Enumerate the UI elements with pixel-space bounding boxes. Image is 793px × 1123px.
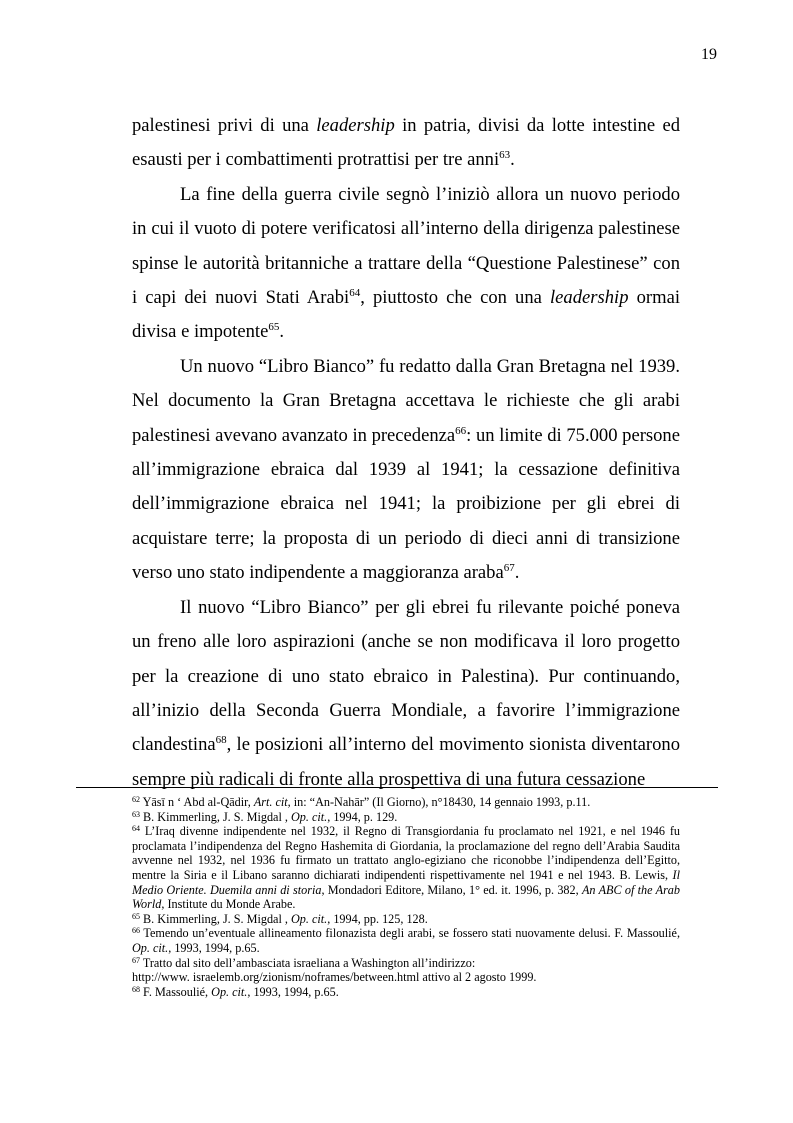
italic-text: leadership: [550, 287, 629, 309]
footnote-67: [132, 956, 680, 985]
footnote-64: [132, 824, 680, 912]
footnote-ref-68[interactable]: 68: [215, 734, 227, 747]
footnote-ref-63[interactable]: 63: [499, 149, 511, 162]
italic-text: Op. cit.: [291, 911, 328, 926]
footnote-ref-65[interactable]: 65: [268, 321, 280, 334]
text: Un nuovo “Libro Bianco” fu redatto dalla Gran Bretagna nel 1939. Nel documento la Gran Bretagna accettava le richieste che gli arabi palestinesi avevano avanzato in precedenza: [132, 355, 680, 446]
footnote-number: 62: [132, 795, 140, 804]
italic-text: Op. cit.: [132, 940, 169, 955]
text: , le posizioni all’interno del movimento sionista diventarono sempre più radicali di fronte alla prospettiva di una futura cessazione: [132, 734, 680, 790]
text: Tratto dal sito dell’ambasciata israeliana a Washington all’indirizzo:: [140, 955, 476, 970]
text: , 1993, 1994, p.65.: [247, 984, 339, 999]
page-number: 19: [701, 46, 717, 63]
text: .: [279, 321, 284, 343]
paragraph-4: [132, 591, 680, 797]
text: Temendo un’eventuale allineamento filonazista degli arabi, se fossero stati nuovamente delusi. F. Massoulié,: [140, 926, 680, 941]
footnote-number: 68: [132, 984, 140, 994]
body-text: [132, 109, 680, 797]
footnote-66: [132, 926, 680, 955]
text: , 1994, p. 129.: [327, 809, 398, 824]
text: palestinesi privi di una: [132, 115, 317, 136]
footnote-65: [132, 912, 680, 927]
paragraph-1: [132, 109, 680, 178]
text: in: “An-Nahār” (Il Giorno), n°18430, 14 gennaio 1993, p.11.: [290, 795, 591, 809]
footnote-68: [132, 985, 680, 1000]
text: , 1994, pp. 125, 128.: [327, 911, 428, 926]
paragraph-2: [132, 178, 680, 350]
footnote-ref-67[interactable]: 67: [503, 562, 515, 575]
footnote-divider: [76, 787, 718, 788]
italic-text: Art. cit,: [253, 795, 291, 809]
text: , 1993, 1994, p.65.: [168, 940, 260, 955]
footnote-63: [132, 810, 680, 825]
italic-text: Op. cit.: [291, 809, 328, 824]
text: L’Iraq divenne indipendente nel 1932, il Regno di Transgiordania fu proclamato nel 1921, e nel 1946 fu proclamata l’indipendenza del Regno Hashemita di Giordania, la proclamazione del regno dell’Arabia Saudita avvenne nel 1932, nel 1936 fu firmato un trattato anglo-egiziano che riconobbe l’indipendenza dell’Egitto, mentre la Siria e il Libano saranno dichiarati indipendenti rispettivamente nel 1941 e nel 1943. B. Lewis,: [132, 824, 680, 882]
italic-text: An ABC of the Arab World: [132, 882, 680, 912]
footnote-number: 65: [132, 911, 140, 921]
italic-text: Il Medio Oriente. Duemila anni di storia: [132, 867, 680, 897]
paragraph-3: [132, 350, 680, 591]
footnote-62: [132, 795, 680, 810]
footnote-ref-66[interactable]: 66: [455, 424, 467, 437]
text: B. Kimmerling, J. S. Migdal ,: [140, 809, 291, 824]
footnote-number: 64: [132, 824, 140, 834]
italic-text: Op. cit.: [211, 984, 248, 999]
text: Yāsī n ‘ Abd al-Qādir,: [140, 795, 254, 809]
italic-text: leadership: [316, 115, 395, 136]
text: , Mondadori Editore, Milano, 1° ed. it. 1996, p. 382,: [321, 882, 582, 897]
footnote-url[interactable]: http://www. israelemb.org/zionism/noframes/between.html attivo al 2 agosto 1999.: [132, 970, 537, 985]
text: : un limite di 75.000 persone all’immigrazione ebraica dal 1939 al 1941; la cessazione definitiva dell’immigrazione ebraica nel 1941; la proibizione per gli ebrei di acquistare terre; la proposta di un periodo di dieci anni di transizione verso uno stato indipendente a maggioranza araba: [132, 424, 680, 584]
text: ormai divisa e impotente: [132, 287, 680, 343]
footnote-number: 67: [132, 955, 140, 965]
footnote-ref-64[interactable]: 64: [349, 287, 361, 300]
text: .: [514, 562, 520, 584]
text: B. Kimmerling, J. S. Migdal ,: [140, 911, 291, 926]
text: Il nuovo “Libro Bianco” per gli ebrei fu rilevante poiché poneva un freno alle loro aspirazioni (anche se non modificava il loro progetto per la creazione di uno stato ebraico in Palestina). Pur continuando, all’inizio della Seconda Guerra Mondiale, a favorire l’immigrazione clandestina: [132, 596, 680, 756]
text: , piuttosto che con una: [360, 287, 550, 309]
footnotes: [132, 795, 680, 999]
footnote-number: 66: [132, 926, 140, 936]
text: La fine della guerra civile segnò l’iniziò allora un nuovo periodo in cui il vuoto di potere verificatosi all’interno della dirigenza palestinese spinse le autorità britanniche a trattare della “Questione Palestinese” con i capi dei nuovi Stati Arabi: [132, 183, 680, 309]
text: , Institute du Monde Arabe.: [161, 897, 296, 912]
footnote-number: 63: [132, 809, 140, 819]
text: .: [510, 149, 515, 171]
text: F. Massoulié,: [140, 984, 212, 999]
text: in patria, divisi da lotte intestine ed esausti per i combattimenti protrattisi per tre anni: [132, 115, 680, 171]
